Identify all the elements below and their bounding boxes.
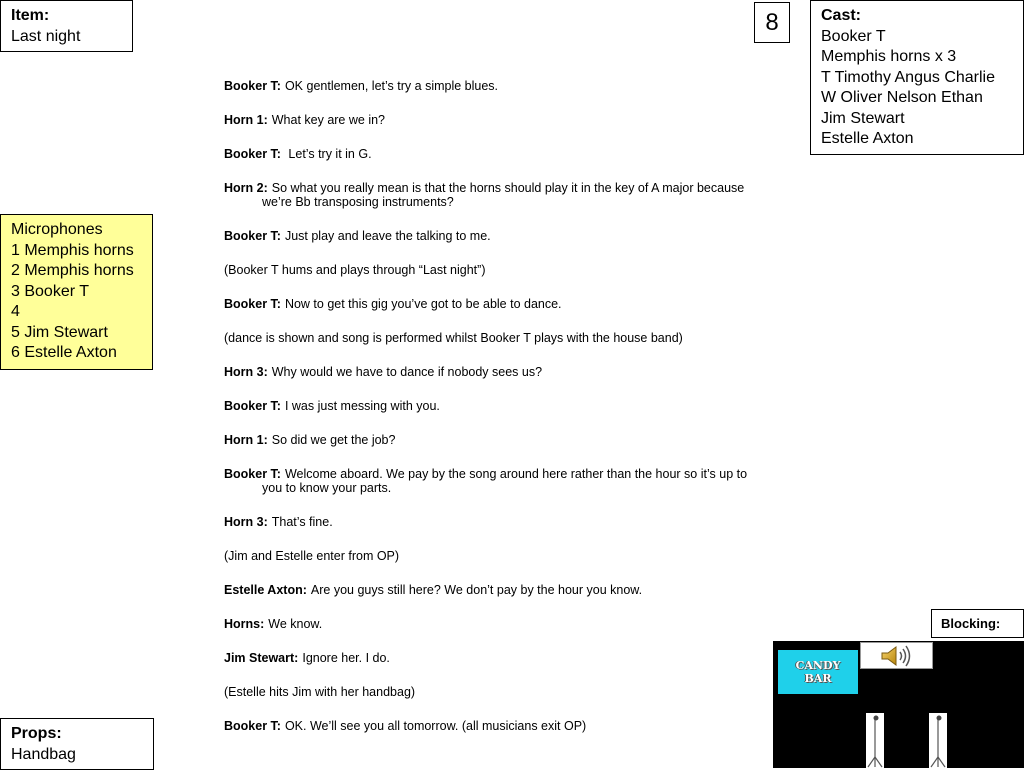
dialogue-text: Welcome aboard. We pay by the song around here rather than the hour so it’s up to you to know your parts.: [262, 467, 748, 495]
cast-member: T Timothy Angus Charlie: [821, 68, 996, 86]
dialogue-text: Now to get this gig you’ve got to be able to dance.: [284, 297, 562, 311]
speaker-name: Horn 2:: [224, 181, 268, 195]
stage-diagram: [773, 641, 1024, 768]
microphones-box: [0, 214, 153, 370]
dialogue-text: (Jim and Estelle enter from OP): [224, 549, 400, 563]
script-line: [224, 651, 764, 665]
microphone-item: 5 Jim Stewart: [11, 323, 108, 341]
candy-bar-text: CANDY BAR: [795, 659, 841, 685]
script-line: [224, 181, 764, 209]
item-box: [0, 0, 133, 52]
cast-label: Cast:: [821, 7, 862, 24]
microphone-item: 4: [11, 303, 20, 320]
cast-member: Memphis horns x 3: [821, 48, 957, 65]
speaker-panel[interactable]: [860, 642, 933, 669]
script-line: [224, 365, 764, 379]
speaker-name: Horn 3:: [224, 365, 268, 379]
candy-bar-sign: [778, 650, 858, 694]
speaker-name: Horn 1:: [224, 113, 268, 127]
script-line: [224, 113, 764, 127]
script-line: [224, 467, 764, 495]
cast-member: Jim Stewart: [821, 109, 905, 127]
script-line: [224, 331, 764, 345]
cast-member: Estelle Axton: [821, 130, 914, 147]
dialogue-text: (Booker T hums and plays through “Last night”): [224, 263, 486, 277]
props-label: Props:: [11, 725, 62, 742]
script-body: [224, 79, 764, 753]
script-line: [224, 229, 764, 243]
speaker-volume-icon[interactable]: [879, 644, 915, 668]
dialogue-text: So what you really mean is that the horns should play it in the key of A major because we’re Bb transposing instruments?: [262, 181, 745, 209]
script-line: [224, 263, 764, 277]
speaker-name: Booker T:: [224, 229, 281, 243]
script-line: [224, 297, 764, 311]
dialogue-text: OK gentlemen, let’s try a simple blues.: [284, 79, 499, 93]
microphone-item: 2 Memphis horns: [11, 262, 134, 279]
speaker-name: Booker T:: [224, 79, 281, 93]
dialogue-text: We know.: [268, 617, 323, 631]
microphone-item: 1 Memphis horns: [11, 241, 134, 259]
mic-stand-icon: [866, 713, 884, 768]
blocking-label: Blocking:: [931, 609, 1024, 638]
microphones-label: Microphones: [11, 221, 103, 238]
dialogue-text: That’s fine.: [271, 515, 333, 529]
speaker-name: Booker T:: [224, 719, 281, 733]
props-box: [0, 718, 154, 770]
speaker-name: Estelle Axton:: [224, 583, 307, 597]
speaker-name: Horns:: [224, 617, 265, 631]
dialogue-text: Let’s try it in G.: [284, 147, 372, 161]
speaker-name: Booker T:: [224, 297, 281, 311]
props-value: Handbag: [11, 745, 76, 763]
item-value: Last night: [11, 27, 81, 45]
script-line: [224, 399, 764, 413]
dialogue-text: (Estelle hits Jim with her handbag): [224, 685, 416, 699]
script-line: [224, 549, 764, 563]
dialogue-text: Are you guys still here? We don’t pay by the hour you know.: [310, 583, 643, 597]
mic-stand-icon: [929, 713, 947, 768]
script-line: [224, 433, 764, 447]
script-line: [224, 583, 764, 597]
dialogue-text: So did we get the job?: [271, 433, 396, 447]
microphone-item: 6 Estelle Axton: [11, 344, 117, 361]
script-line: [224, 685, 764, 699]
item-label: Item:: [11, 7, 50, 24]
dialogue-text: Ignore her. I do.: [302, 651, 390, 665]
script-line: [224, 617, 764, 631]
speaker-name: Booker T:: [224, 467, 281, 481]
script-line: [224, 719, 764, 733]
dialogue-text: (dance is shown and song is performed whilst Booker T plays with the house band): [224, 331, 683, 345]
script-line: [224, 515, 764, 529]
speaker-name: Booker T:: [224, 399, 281, 413]
speaker-name: Horn 3:: [224, 515, 268, 529]
cast-member: W Oliver Nelson Ethan: [821, 89, 983, 106]
script-line: [224, 147, 764, 161]
cast-member: Booker T: [821, 27, 886, 45]
speaker-name: Horn 1:: [224, 433, 268, 447]
dialogue-text: OK. We’ll see you all tomorrow. (all musicians exit OP): [284, 719, 587, 733]
microphone-item: 3 Booker T: [11, 282, 89, 300]
dialogue-text: Why would we have to dance if nobody sees us?: [271, 365, 543, 379]
dialogue-text: Just play and leave the talking to me.: [284, 229, 491, 243]
speaker-name: Booker T:: [224, 147, 281, 161]
cast-box: [810, 0, 1024, 155]
dialogue-text: I was just messing with you.: [284, 399, 440, 413]
dialogue-text: What key are we in?: [271, 113, 385, 127]
script-line: [224, 79, 764, 93]
speaker-name: Jim Stewart:: [224, 651, 299, 665]
page-number: 8: [754, 2, 790, 43]
